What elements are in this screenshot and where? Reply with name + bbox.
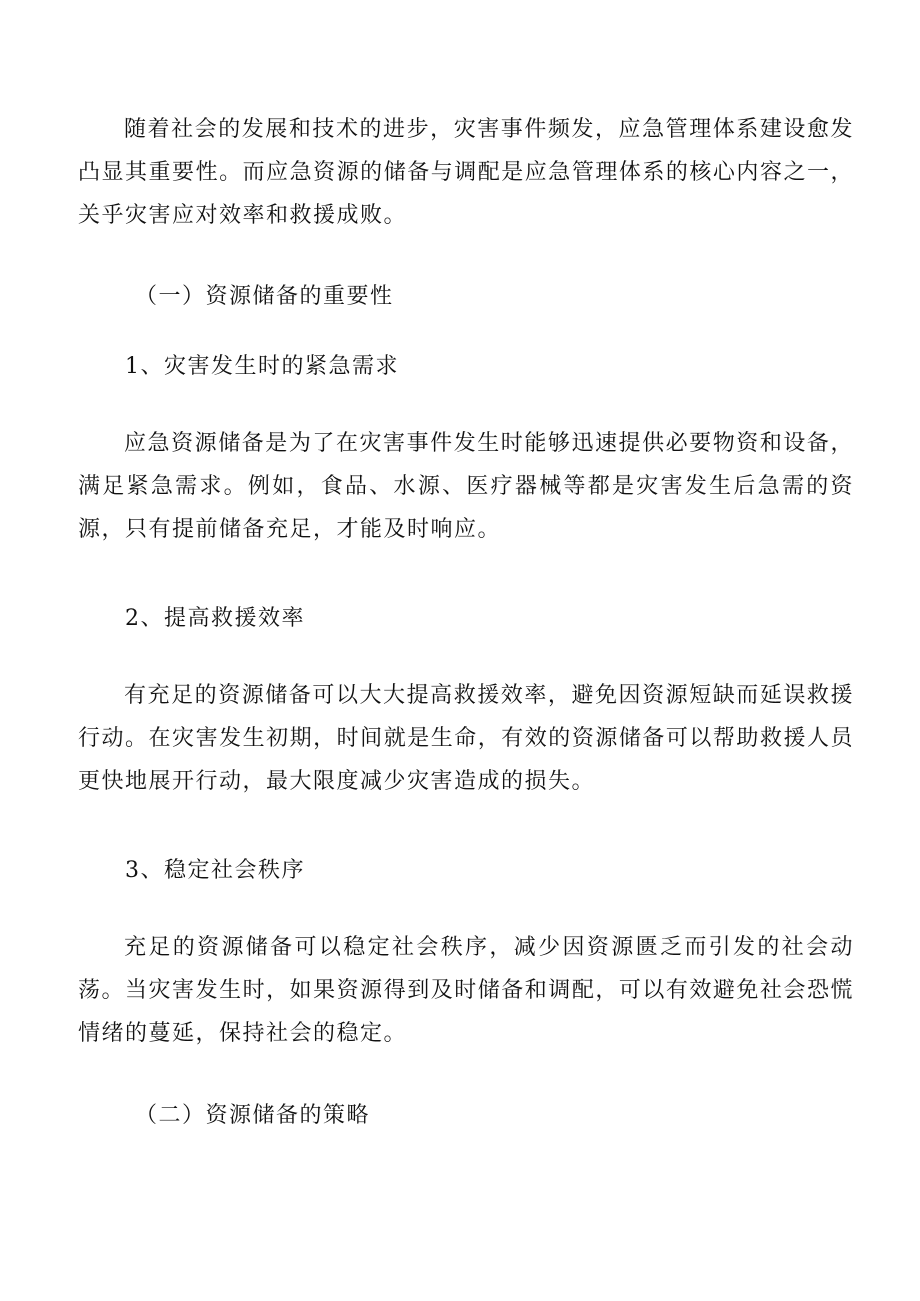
paragraph-rescue-efficiency: 有充足的资源储备可以大大提高救援效率，避免因资源短缺而延误救援行动。在灾害发生初期，时间就是生命，有效的资源储备可以帮助救援人员更快地展开行动，最大限度减少灾害造成的损失。 bbox=[78, 683, 854, 794]
subheading-rescue-efficiency: 2、提高救援效率 bbox=[125, 606, 305, 631]
paragraph-social-order: 充足的资源储备可以稳定社会秩序，减少因资源匮乏而引发的社会动荡。当灾害发生时，如果资源得到及时储备和调配，可以有效避免社会恐慌情绪的蔓延，保持社会的稳定。 bbox=[78, 935, 854, 1046]
subheading-emergency-demand: 1、灾害发生时的紧急需求 bbox=[125, 354, 399, 379]
intro-paragraph: 随着社会的发展和技术的进步，灾害事件频发，应急管理体系建设愈发凸显其重要性。而应急资源的储备与调配是应急管理体系的核心内容之一，关乎灾害应对效率和救援成败。 bbox=[78, 117, 854, 228]
section-heading-importance: （一）资源储备的重要性 bbox=[135, 284, 394, 309]
section-heading-strategy: （二）资源储备的策略 bbox=[135, 1103, 371, 1128]
paragraph-emergency-demand: 应急资源储备是为了在灾害事件发生时能够迅速提供必要物资和设备，满足紧急需求。例如，食品、水源、医疗器械等都是灾害发生后急需的资源，只有提前储备充足，才能及时响应。 bbox=[78, 431, 854, 542]
subheading-social-order: 3、稳定社会秩序 bbox=[125, 858, 305, 883]
